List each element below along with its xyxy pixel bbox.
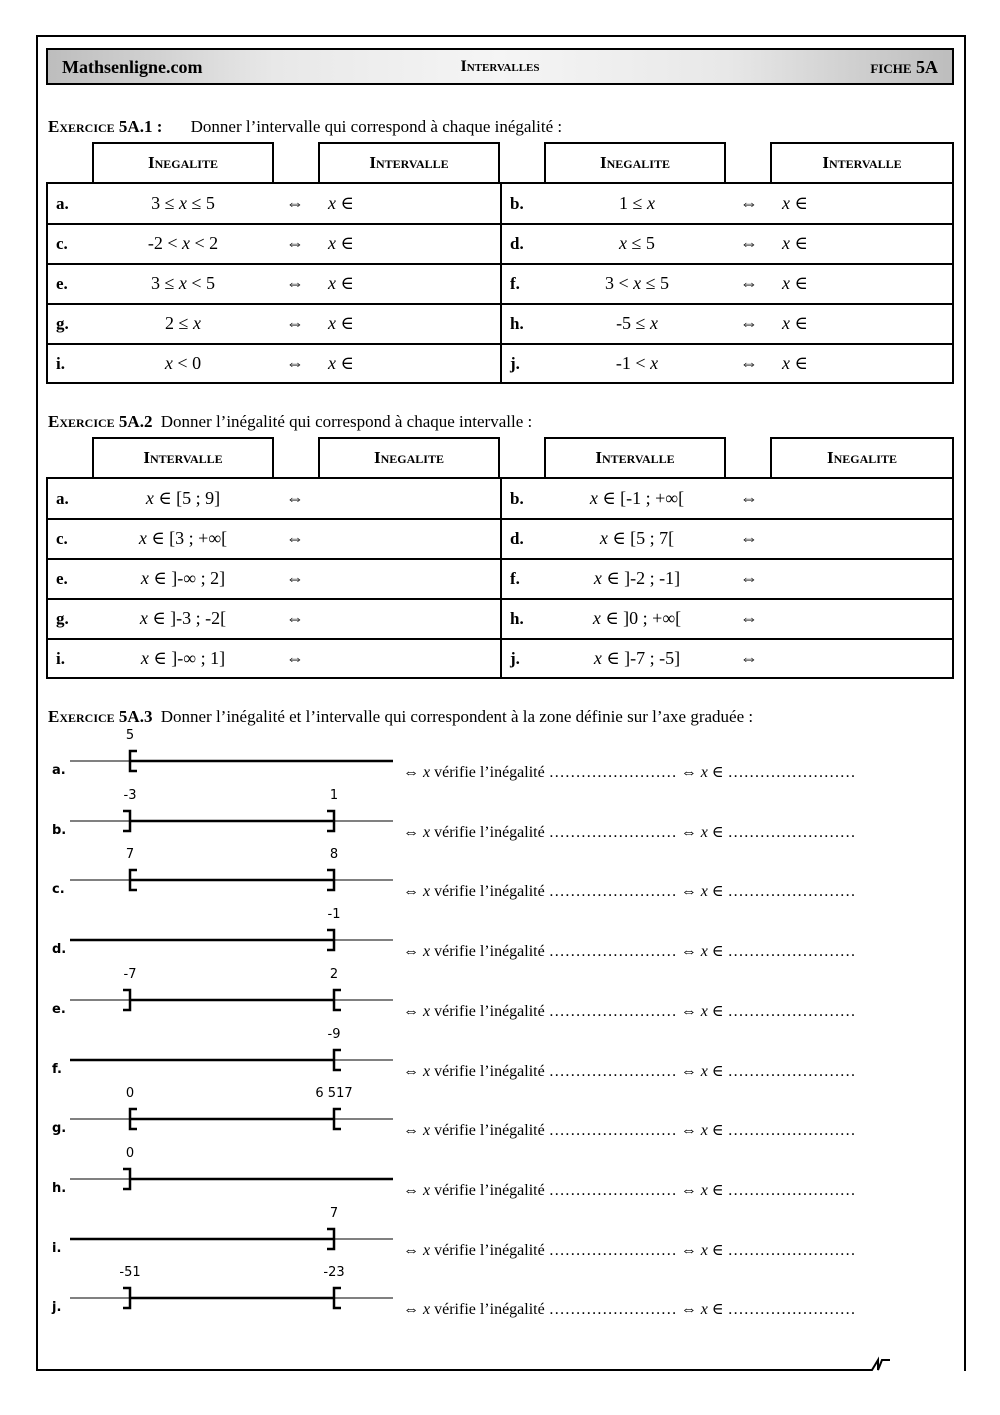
column-header: Intervalle [770,142,954,182]
bound-value: 8 [329,847,339,863]
number-line [48,847,398,907]
page-corner-mark [860,1355,890,1375]
row-label: j. [510,649,520,668]
bound-value: 7 [125,847,135,863]
worksheet-header [46,48,954,85]
answer-prefix: x ∈ [328,193,354,213]
answer-prefix: x ∈ [782,193,808,213]
number-line-row [48,847,948,907]
answer-line: ⇔ x vérifie l’inégalité …………………… ⇔ x ∈ …………………… [403,1301,856,1319]
number-line [48,907,398,967]
row-expression: x ∈ ]0 ; +∞[ [592,608,682,628]
number-line-row [48,1265,948,1325]
bound-value: 7 [329,1205,339,1221]
row-label: i. [56,354,65,373]
row-expression: -5 ≤ x [616,313,658,333]
equivalence-symbol: ⇔ [286,568,304,588]
exercise-1-name: Exercice 5A.1 : [48,117,163,136]
row-expression: 3 ≤ x ≤ 5 [151,193,215,213]
number-line-row [48,967,948,1027]
bound-value: 1 [329,787,339,803]
row-label: h. [510,609,524,628]
answer-line: ⇔ x vérifie l’inégalité …………………… ⇔ x ∈ …………………… [403,1002,856,1020]
number-line-row [48,1086,948,1146]
table-row [48,184,952,225]
number-line-label: e. [52,1001,66,1017]
number-line-row [48,907,948,967]
answer-line: ⇔ x vérifie l’inégalité …………………… ⇔ x ∈ …………………… [403,1122,856,1140]
number-line-label: j. [52,1300,62,1316]
answer-line: ⇔ x vérifie l’inégalité …………………… ⇔ x ∈ …………………… [403,1241,856,1259]
bound-value: -3 [123,787,137,803]
bound-value: 6 517 [315,1086,353,1102]
bound-value: 2 [329,966,339,982]
page-frame-bottom [36,1369,872,1371]
row-label: b. [510,489,524,508]
equivalence-symbol: ⇔ [740,313,758,333]
row-expression: x ∈ ]-2 ; -1] [593,568,681,588]
number-line-row [48,728,948,788]
equivalence-symbol: ⇔ [286,648,304,668]
equivalence-symbol: ⇔ [286,233,304,253]
bound-value: -23 [323,1265,345,1281]
table-row [48,559,952,600]
answer-line: ⇔ x vérifie l’inégalité …………………… ⇔ x ∈ …………………… [403,823,856,841]
table-row [48,344,952,383]
row-label: e. [56,274,68,293]
column-header: Inegalite [318,437,500,477]
row-label: f. [510,569,520,588]
exercise-1-table [46,182,954,384]
table-row [48,224,952,265]
row-label: e. [56,569,68,588]
row-label: i. [56,649,65,668]
exercise-3-instruction: Donner l’inégalité et l’intervalle qui correspondent à la zone définie sur l’axe graduée : [160,707,754,726]
equivalence-symbol: ⇔ [740,608,758,628]
answer-prefix: x ∈ [328,353,354,373]
row-expression: x ∈ [-1 ; +∞[ [589,488,685,508]
row-label: g. [56,314,69,333]
row-label: f. [510,274,520,293]
exercise-3-name: Exercice 5A.3 [48,707,153,726]
equivalence-symbol: ⇔ [740,233,758,253]
equivalence-symbol: ⇔ [286,608,304,628]
exercise-2-title [48,412,532,432]
row-expression: x ∈ ]-∞ ; 2] [140,568,226,588]
answer-line: ⇔ x vérifie l’inégalité …………………… ⇔ x ∈ …………………… [403,1062,856,1080]
bound-value: -1 [327,907,341,923]
bound-value: -9 [327,1026,341,1042]
table-row [48,479,952,520]
equivalence-symbol: ⇔ [740,353,758,373]
bound-value: -51 [119,1265,141,1281]
row-label: g. [56,609,69,628]
row-label: c. [56,234,68,253]
column-header: Inegalite [544,142,726,182]
bound-value: -7 [123,966,137,982]
bound-value: 5 [125,728,135,743]
answer-line: ⇔ x vérifie l’inégalité …………………… ⇔ x ∈ …………………… [403,1181,856,1199]
number-line [48,1206,398,1266]
site-name: Mathsenligne.com [62,57,203,77]
row-label: b. [510,194,524,213]
answer-prefix: x ∈ [782,313,808,333]
column-header: Intervalle [318,142,500,182]
answer-prefix: x ∈ [328,233,354,253]
answer-prefix: x ∈ [782,353,808,373]
exercise-2-instruction: Donner l’inégalité qui correspond à chaque intervalle : [160,412,533,431]
number-line-label: f. [52,1061,62,1077]
answer-prefix: x ∈ [328,273,354,293]
number-line-label: b. [52,822,67,838]
row-expression: -1 < x [615,353,659,373]
answer-line: ⇔ x vérifie l’inégalité …………………… ⇔ x ∈ …………………… [403,883,856,901]
row-expression: 3 < x ≤ 5 [604,273,670,293]
answer-prefix: x ∈ [782,233,808,253]
equivalence-symbol: ⇔ [286,488,304,508]
row-expression: x ∈ ]-∞ ; 1] [140,648,226,668]
row-expression: 2 ≤ x [165,313,201,333]
equivalence-symbol: ⇔ [286,528,304,548]
row-expression: x ≤ 5 [619,233,655,253]
fiche-number: fiche 5A [870,57,938,77]
row-label: d. [510,234,524,253]
row-label: c. [56,529,68,548]
equivalence-symbol: ⇔ [740,488,758,508]
equivalence-symbol: ⇔ [740,273,758,293]
column-header: Inegalite [770,437,954,477]
number-line [48,1027,398,1087]
column-header: Inegalite [92,142,274,182]
number-line-row [48,1146,948,1206]
column-header: Intervalle [92,437,274,477]
row-label: h. [510,314,524,333]
row-expression: x ∈ ]-3 ; -2[ [139,608,227,628]
equivalence-symbol: ⇔ [740,193,758,213]
answer-line: ⇔ x vérifie l’inégalité …………………… ⇔ x ∈ …………………… [403,764,856,781]
equivalence-symbol: ⇔ [740,648,758,668]
exercise-1-title [48,117,562,137]
table-row [48,304,952,345]
exercise-3-title [48,707,753,727]
table-row [48,264,952,305]
number-line [48,967,398,1027]
row-expression: 1 ≤ x [619,193,655,213]
row-expression: 3 ≤ x < 5 [150,273,216,293]
equivalence-symbol: ⇔ [740,528,758,548]
number-line-row [48,1206,948,1266]
number-line [48,1146,398,1206]
row-expression: x < 0 [164,353,202,373]
row-label: d. [510,529,524,548]
number-line [48,1265,398,1325]
bound-value: 0 [125,1086,135,1102]
row-label: a. [56,194,69,213]
column-header: Intervalle [544,437,726,477]
answer-prefix: x ∈ [328,313,354,333]
row-expression: x ∈ ]-7 ; -5] [593,648,681,668]
number-line-row [48,788,948,848]
worksheet-title: Intervalles [460,58,540,75]
answer-line: ⇔ x vérifie l’inégalité …………………… ⇔ x ∈ …………………… [403,943,856,961]
table-row [48,519,952,560]
number-line-label: h. [52,1180,67,1196]
number-line-row [48,1027,948,1087]
number-line-label: g. [52,1121,67,1137]
number-line-label: a. [52,763,66,778]
number-line-label: c. [52,882,65,898]
row-expression: -2 < x < 2 [147,233,219,253]
number-line [48,728,398,788]
equivalence-symbol: ⇔ [286,193,304,213]
number-line-label: i. [52,1240,62,1256]
table-row [48,599,952,640]
answer-prefix: x ∈ [782,273,808,293]
exercise-1-instruction: Donner l’intervalle qui correspond à chaque inégalité : [190,117,563,136]
number-line-label: d. [52,942,67,958]
row-expression: x ∈ [5 ; 7[ [599,528,675,548]
number-line [48,788,398,848]
row-label: a. [56,489,69,508]
equivalence-symbol: ⇔ [286,353,304,373]
bound-value: 0 [125,1145,135,1161]
equivalence-symbol: ⇔ [286,273,304,293]
exercise-2-table [46,477,954,679]
row-expression: x ∈ [5 ; 9] [145,488,221,508]
row-label: j. [510,354,520,373]
exercise-2-name: Exercice 5A.2 [48,412,153,431]
equivalence-symbol: ⇔ [740,568,758,588]
equivalence-symbol: ⇔ [286,313,304,333]
row-expression: x ∈ [3 ; +∞[ [138,528,228,548]
table-row [48,639,952,678]
